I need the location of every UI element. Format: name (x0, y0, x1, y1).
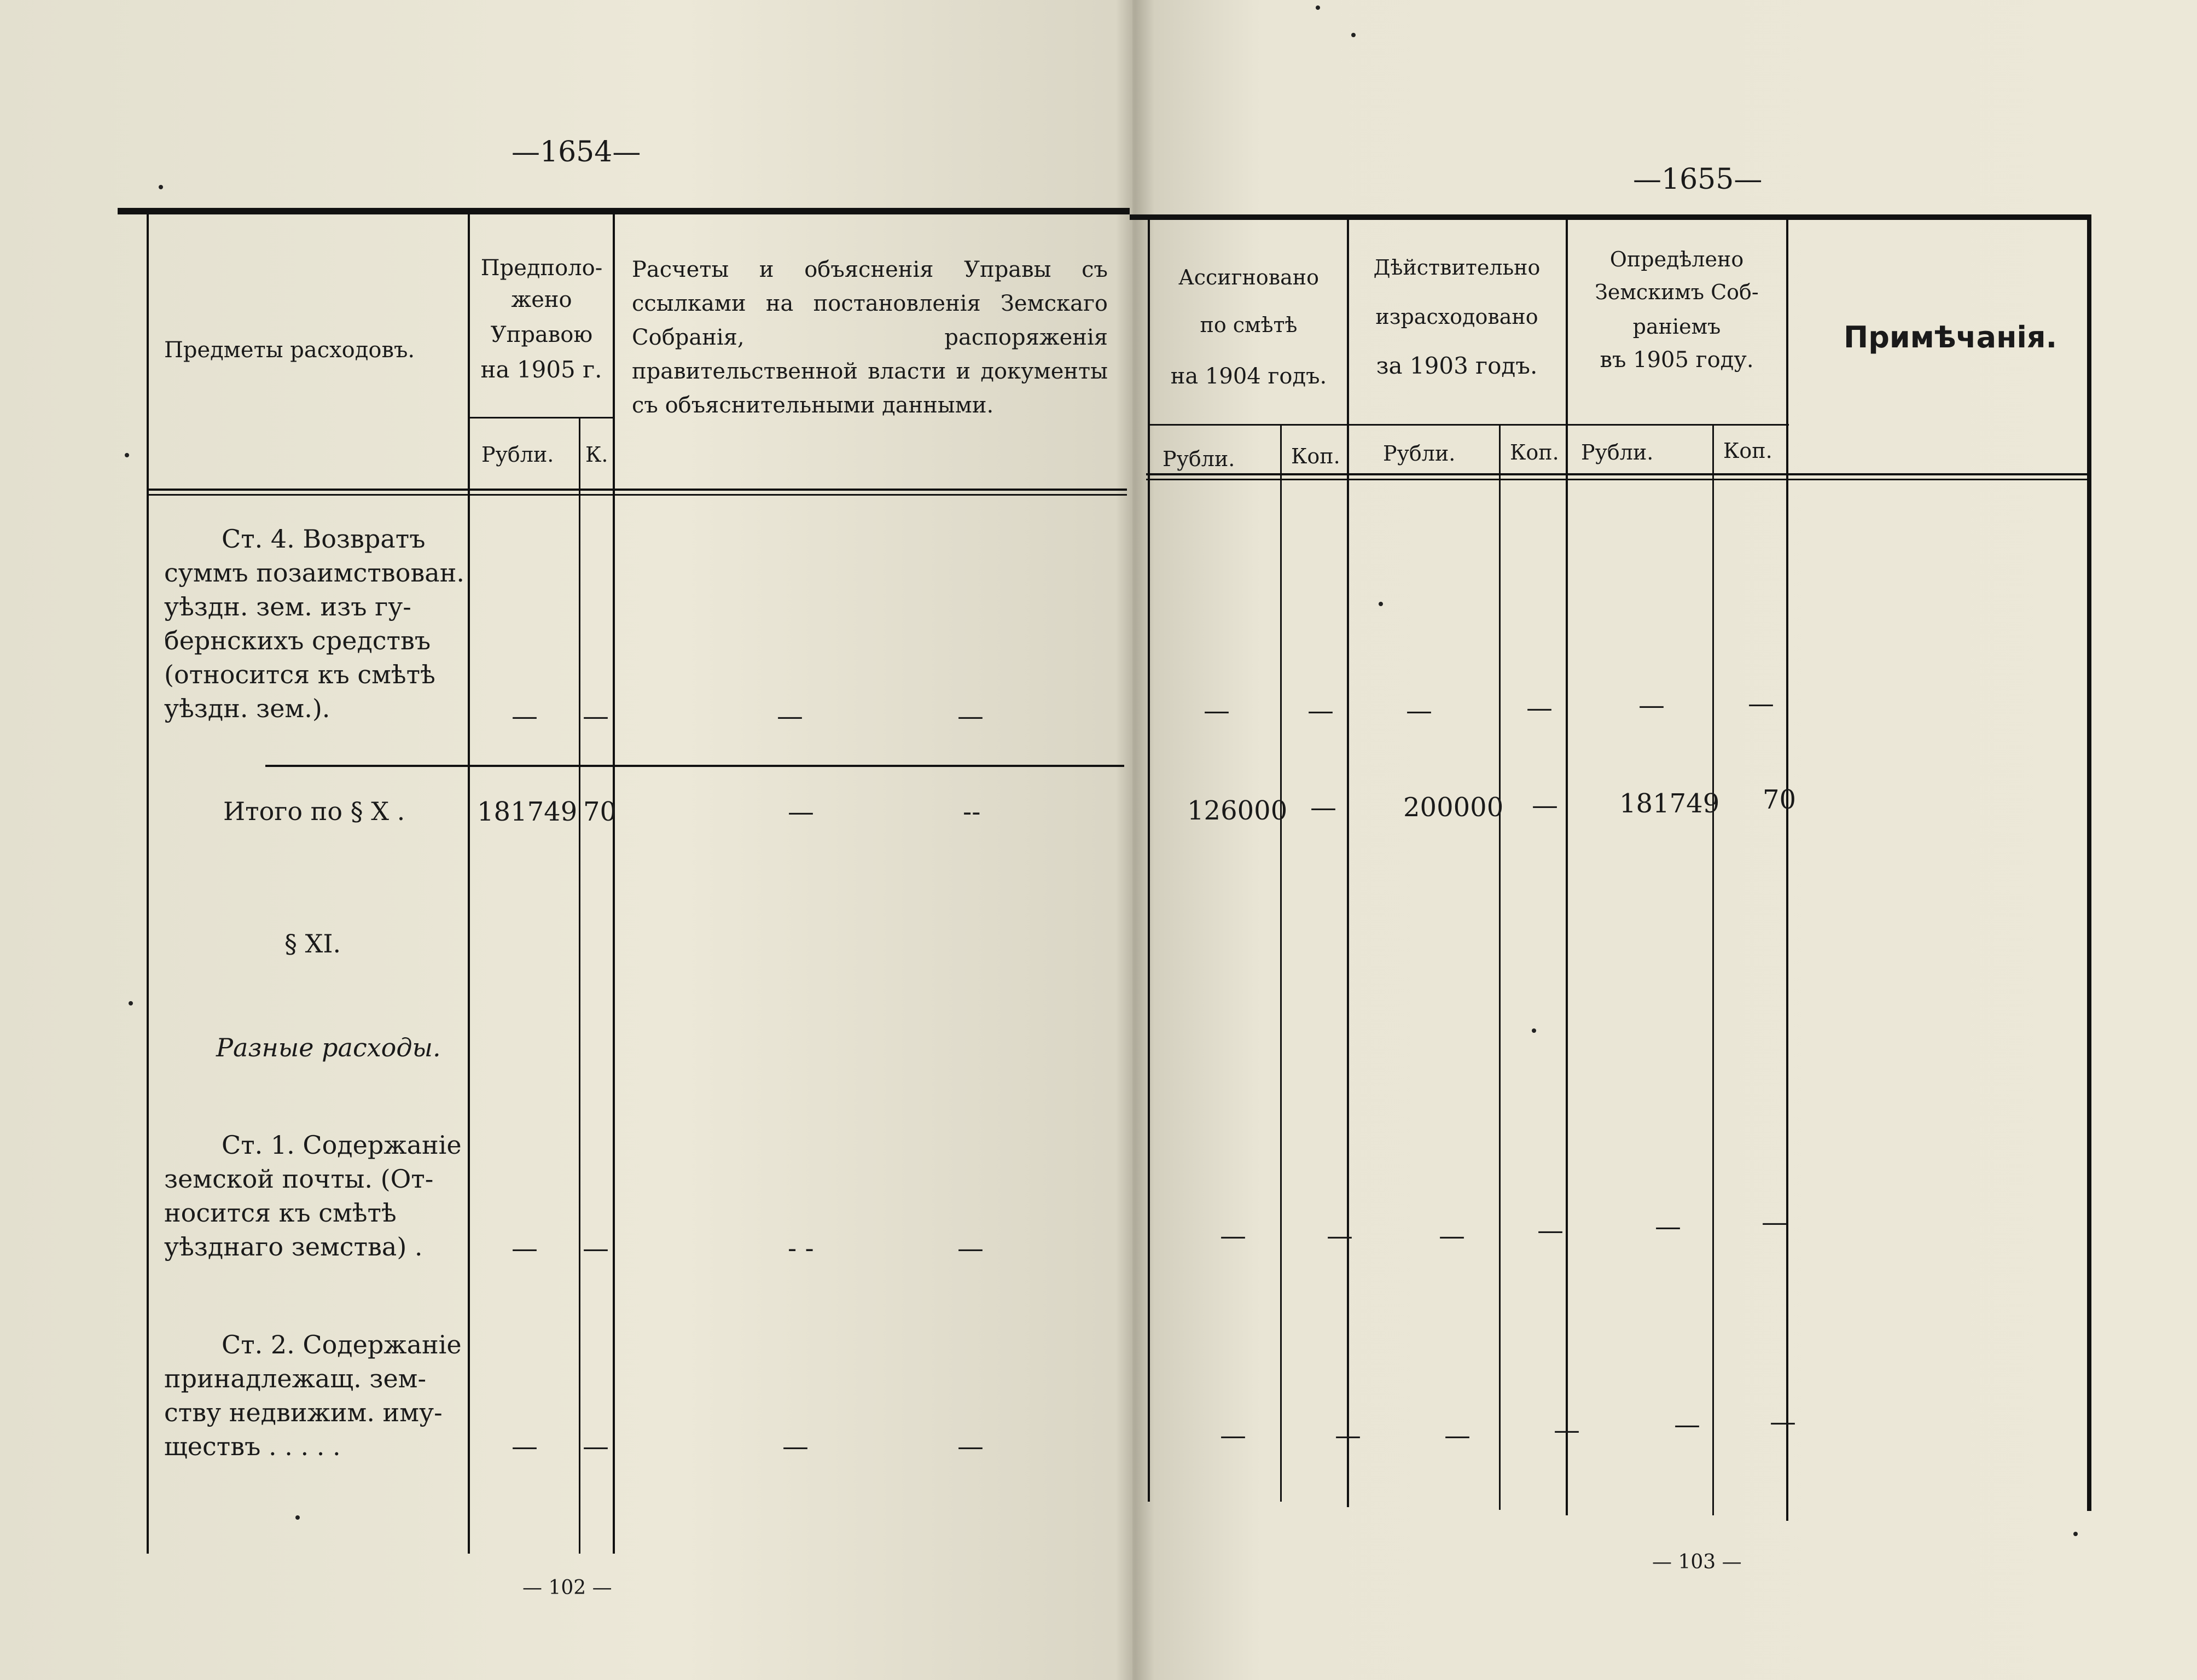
header-rule-right-2 (1146, 479, 2090, 480)
header-rule-left-2 (148, 494, 1127, 496)
header-kopecks-assigned: Коп. (1291, 444, 1340, 468)
header-proposed-3: Управою (490, 322, 593, 347)
paper-speck (159, 185, 163, 189)
st1-calc-a: - - (788, 1233, 814, 1264)
st1-assigned-kopecks: — (1327, 1220, 1353, 1251)
total-decided-rubles: 181749 (1619, 788, 1720, 819)
st1-assigned-rubles: — (1220, 1220, 1246, 1251)
paper-speck (129, 1001, 133, 1005)
subheader-rule-right (1149, 424, 1789, 426)
header-decided-3: раніемъ (1632, 315, 1721, 339)
row-line: Ст. 2. Содержаніе (222, 1330, 462, 1359)
col-divider (468, 213, 470, 1554)
page-number-left: —1654— (512, 136, 641, 168)
st1-kopecks: — (583, 1233, 609, 1264)
page-number-right: —1655— (1633, 163, 1763, 196)
table-top-rule-right (1130, 214, 2087, 220)
header-kopecks-decided: Коп. (1723, 439, 1772, 463)
paper-speck (2073, 1532, 2078, 1536)
st4-calc-b: — (957, 701, 984, 731)
st2-calc-b: — (957, 1431, 984, 1462)
col-divider (1280, 424, 1282, 1502)
row-line: земской почты. (От- (164, 1164, 434, 1194)
st4-calc-a: — (777, 701, 803, 731)
paper-speck (1532, 1028, 1536, 1033)
footer-number-right: — 103 — (1652, 1551, 1742, 1573)
st1-calc-b: — (957, 1233, 984, 1264)
col-divider (579, 418, 580, 1554)
total-assigned-rubles: 126000 (1187, 795, 1288, 826)
st2-assigned-rubles: — (1220, 1420, 1246, 1451)
st4-decided-kopecks: — (1748, 688, 1774, 719)
header-rubles-decided: Рубли. (1581, 440, 1654, 464)
st2-assigned-kopecks: — (1335, 1420, 1361, 1451)
row-line: носится къ смѣтѣ (164, 1198, 397, 1228)
header-spent-3: за 1903 годъ. (1376, 352, 1538, 379)
header-rubles-assigned: Рубли. (1163, 447, 1235, 471)
st2-spent-kopecks: — (1554, 1415, 1580, 1445)
header-decided-1: Опредѣлено (1609, 247, 1744, 271)
header-proposed-2: жено (511, 287, 572, 312)
footer-number-left: — 102 — (522, 1577, 612, 1599)
bleed-through-text (1833, 503, 2106, 1488)
header-decided-4: въ 1905 году. (1600, 347, 1754, 373)
header-kopecks-spent: Коп. (1510, 440, 1559, 464)
col-divider (2087, 214, 2091, 1511)
total-calc-a: — (788, 797, 814, 827)
header-assigned-3: на 1904 годъ. (1170, 364, 1327, 389)
header-rubles-spent: Рубли. (1383, 441, 1456, 466)
table-top-rule-left (118, 208, 1130, 214)
total-assigned-kopecks: — (1310, 792, 1336, 823)
row-line: уѣздн. зем.). (164, 694, 330, 723)
paper-speck (1316, 5, 1320, 10)
total-kopecks-left: 70 (583, 797, 617, 827)
st4-spent-kopecks: — (1526, 693, 1553, 723)
total-spent-kopecks: — (1532, 790, 1558, 821)
st2-rubles: — (512, 1431, 538, 1462)
row-line: ществъ . . . . . (164, 1432, 341, 1461)
col-divider (1566, 219, 1568, 1515)
subheader-rule-left (469, 417, 614, 418)
row-line: (относится къ смѣтѣ (164, 660, 435, 689)
paper-speck (295, 1515, 300, 1520)
paper-speck (125, 453, 129, 457)
col-divider (1499, 424, 1501, 1510)
col-divider (613, 213, 615, 1554)
st4-spent-rubles: — (1406, 695, 1432, 726)
header-assigned-1: Ассигновано (1178, 265, 1320, 289)
st1-spent-rubles: — (1439, 1220, 1465, 1251)
col-divider (1347, 219, 1349, 1507)
st4-rubles: — (512, 701, 538, 731)
total-rule-left (265, 765, 1124, 767)
st1-spent-kopecks: — (1537, 1215, 1564, 1246)
header-rubles: Рубли. (481, 443, 554, 467)
row-line: ству недвижим. иму- (164, 1398, 443, 1427)
paper-speck (1379, 602, 1383, 606)
st2-decided-rubles: — (1674, 1409, 1700, 1440)
paper-speck (1351, 33, 1356, 37)
total-spent-rubles: 200000 (1403, 792, 1504, 823)
st1-decided-rubles: — (1655, 1211, 1681, 1242)
st4-assigned-rubles: — (1204, 695, 1230, 726)
header-notes: Примѣчанія. (1844, 320, 2057, 354)
st4-decided-rubles: — (1638, 690, 1665, 720)
total-rubles-left: 181749 (477, 797, 578, 827)
header-assigned-2: по смѣтѣ (1200, 313, 1298, 337)
header-rule-right (1146, 473, 2090, 475)
header-spent-2: израсходовано (1375, 305, 1538, 329)
total-decided-kopecks: 70 (1763, 784, 1797, 815)
st4-kopecks: — (583, 701, 609, 731)
header-kopecks: К. (585, 443, 608, 467)
total-calc-b: -- (963, 797, 981, 827)
st4-assigned-kopecks: — (1307, 695, 1334, 726)
header-rule-left (148, 489, 1127, 491)
header-spent-1: Дѣйствительно (1373, 255, 1541, 280)
row-line: уѣзднаго земства) . (164, 1232, 423, 1262)
st1-decided-kopecks: — (1762, 1207, 1788, 1237)
row-line: принадлежащ. зем- (164, 1364, 427, 1393)
total-label-left: Итого по § X . (223, 797, 405, 826)
header-items: Предметы расходовъ. (164, 338, 415, 363)
section-heading: § XI. (284, 929, 341, 958)
st2-calc-a: — (782, 1431, 809, 1462)
row-line: суммъ позаимствован. (164, 558, 464, 588)
header-decided-2: Земскимъ Соб- (1595, 280, 1759, 304)
col-divider (147, 213, 149, 1554)
st1-rubles: — (512, 1233, 538, 1264)
row-line: Ст. 4. Возвратъ (222, 524, 426, 554)
col-divider (1712, 424, 1714, 1515)
section-title: Разные расходы. (216, 1033, 441, 1062)
col-divider (1786, 219, 1788, 1521)
col-divider (1148, 219, 1150, 1502)
row-line: бернскихъ средствъ (164, 626, 431, 655)
row-line: Ст. 1. Содержаніе (222, 1130, 462, 1160)
header-proposed-1: Предполо- (480, 255, 603, 281)
header-calculations: Расчеты и объясненія Управы съ ссылками на постановленія Земскаго Собранія, распоряженія правительственной власти и документы съ объяснительными данными. (632, 257, 1108, 418)
st2-spent-rubles: — (1444, 1420, 1471, 1451)
st2-kopecks: — (583, 1431, 609, 1462)
row-line: уѣздн. зем. изъ гу- (164, 592, 411, 621)
st2-decided-kopecks: — (1770, 1406, 1796, 1437)
header-proposed-4: на 1905 г. (480, 356, 602, 383)
